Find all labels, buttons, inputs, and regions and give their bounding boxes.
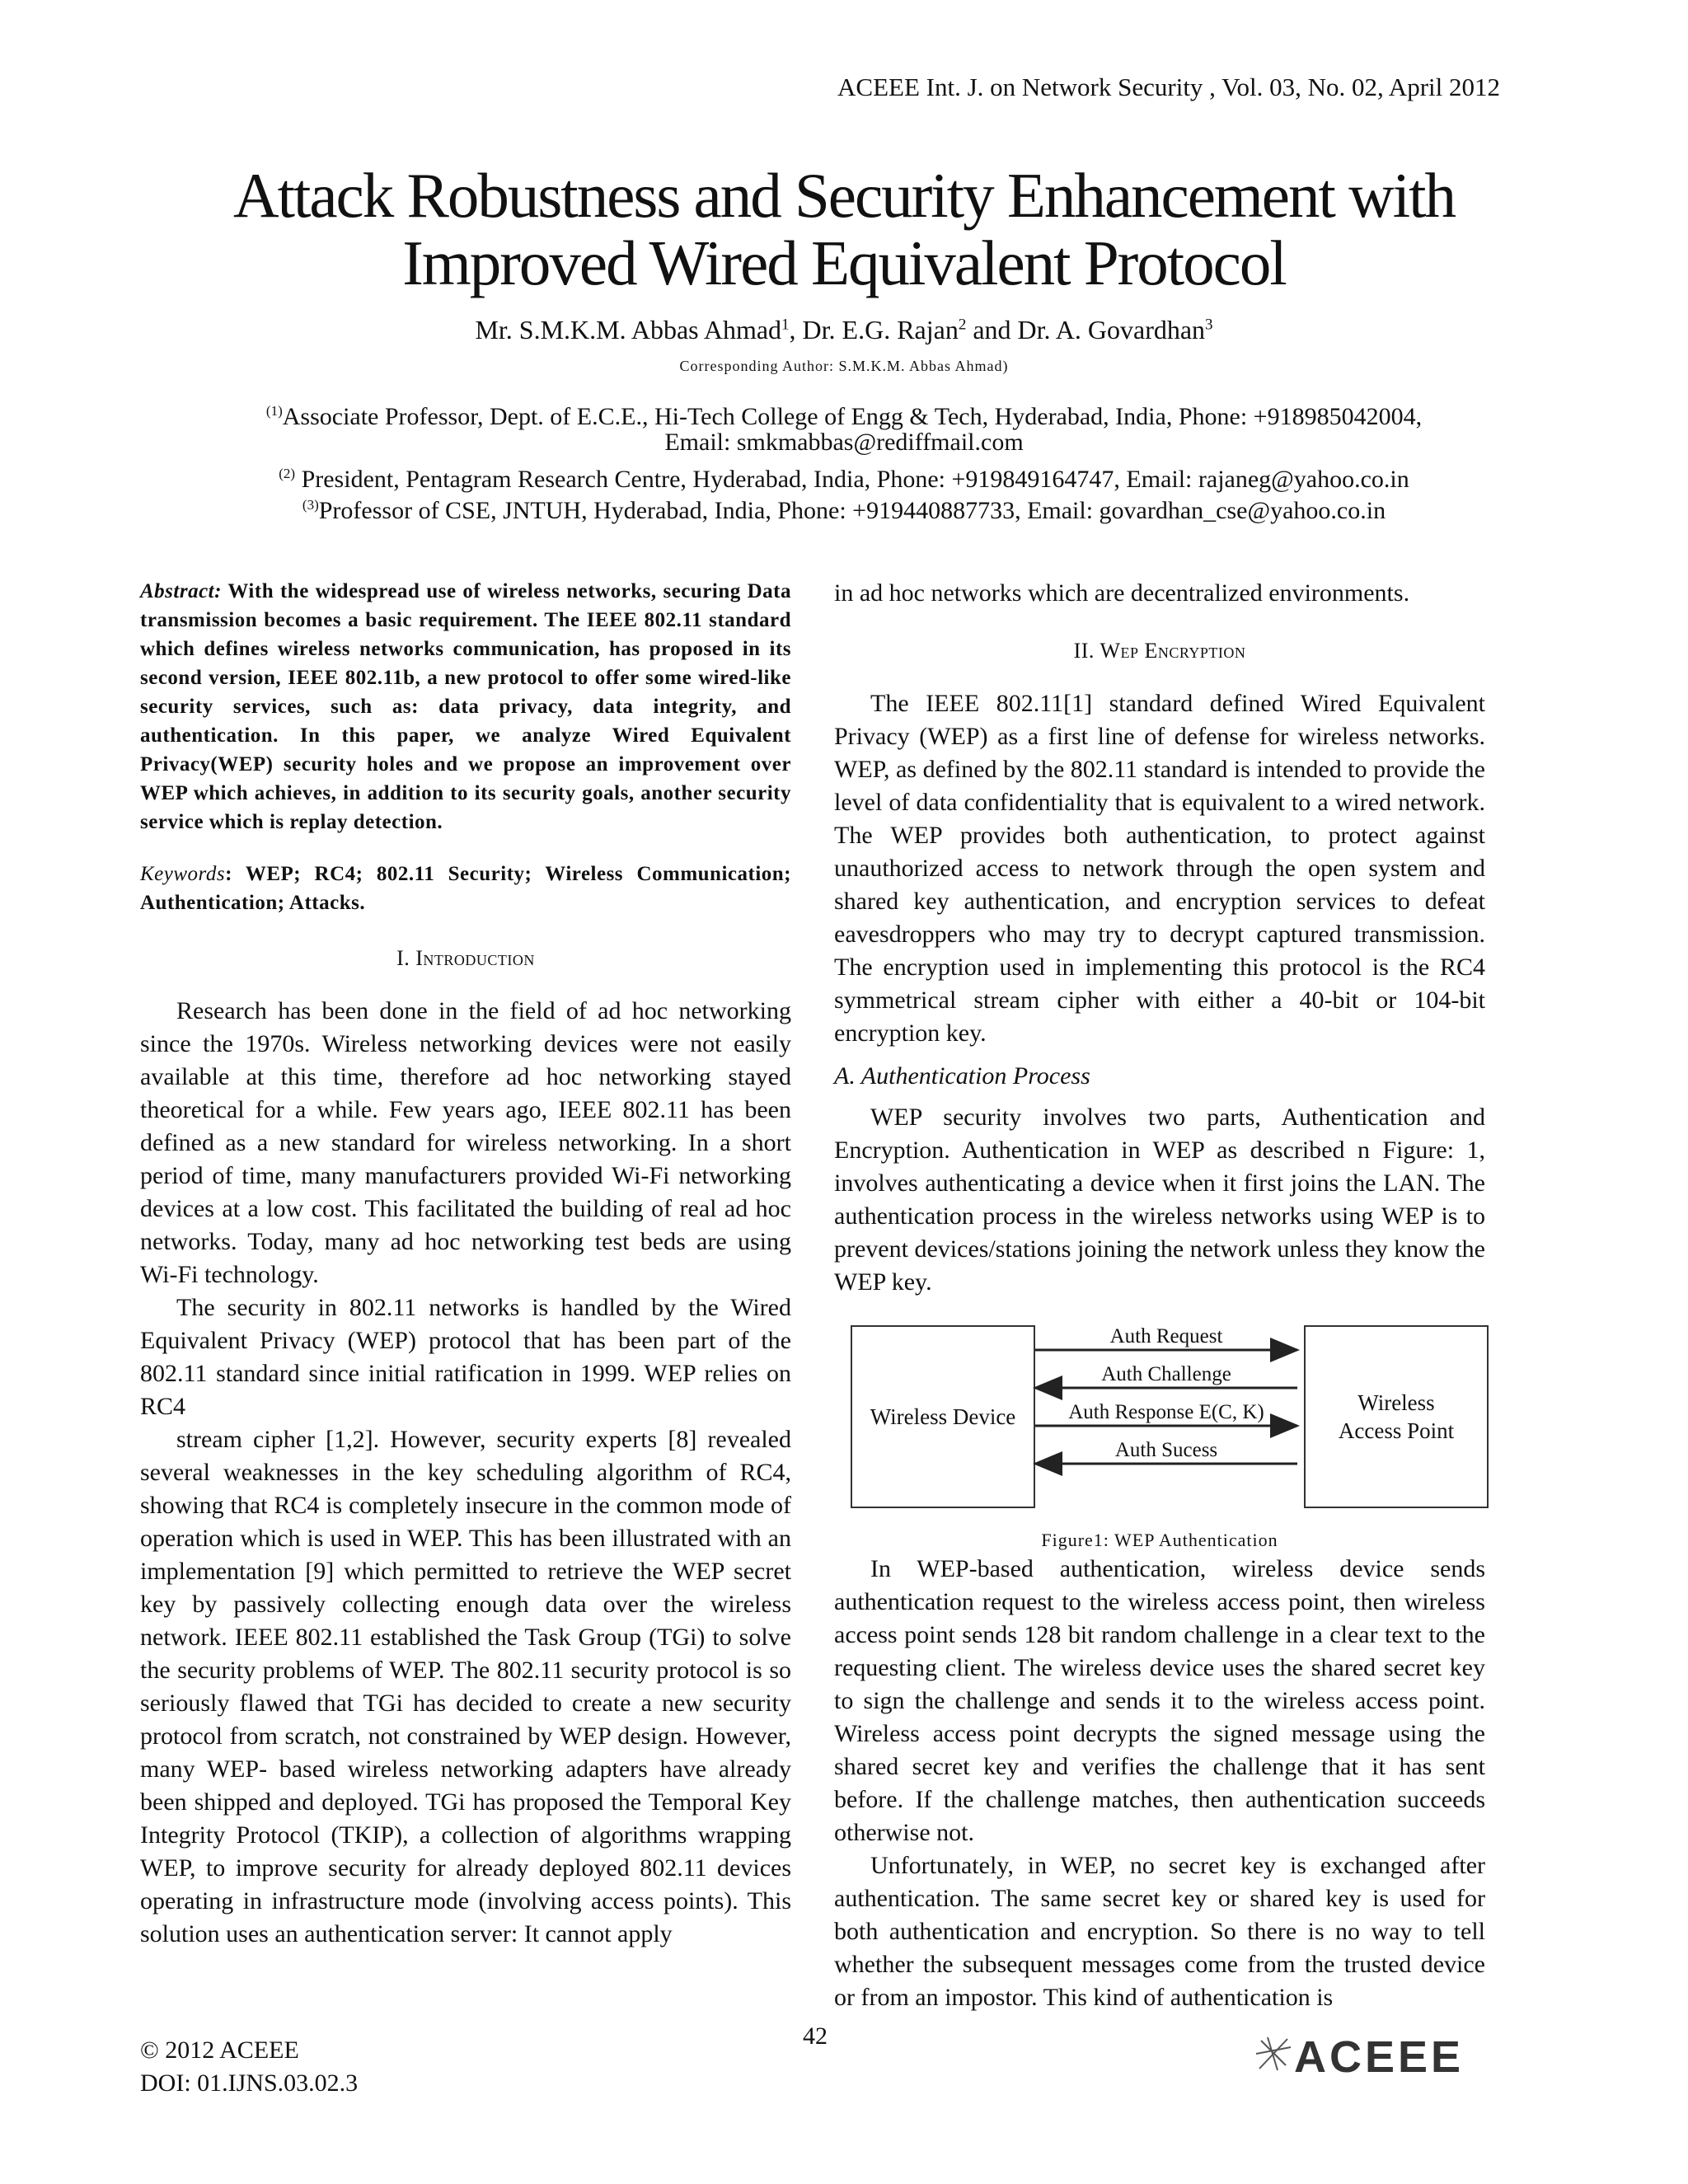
author-list [0,315,1688,345]
paragraph: Research has been done in the field of ad hoc networking since the 1970s. Wireless networking devices were not easily available at this time, therefore ad hoc networking stayed theoretical for a while. Few years ago, IEEE 802.11 has been defined as a new standard for wireless networking. In a short period of time, many manufacturers provided Wi-Fi networking devices at a low cost. This facilitated the building of real ad hoc networks. Today, many ad hoc networking test beds are using Wi-Fi technology. [140,997,791,1288]
svg-text:ACEEE: ACEEE [1294,2032,1465,2079]
title-line-1: Attack Robustness and Security Enhancement with [232,160,1456,231]
author-sep: and [966,315,1018,344]
left-column [140,577,791,1951]
access-point-label-line-1: Wireless [1357,1390,1435,1415]
arrow-label: Auth Response E(C, K) [1068,1401,1264,1423]
affiliation-1-email: Email: smkmabbas@rediffmail.com [664,429,1024,456]
wireless-device-label: Wireless Device [870,1404,1016,1429]
affiliation-text: President, Pentagram Research Centre, Hyderabad, India, Phone: +919849164747, Email: rajaneg@yahoo.co.in [295,466,1409,493]
access-point-label-line-2: Access Point [1338,1418,1455,1443]
figure-wep-authentication [834,1317,1485,1523]
paragraph: In WEP-based authentication, wireless device sends authentication request to the wireless access point, then wireless access point sends 128 bit random challenge in a clear text to the requesting client. The wireless device uses the shared secret key to sign the challenge and sends it to the wireless access point. Wireless access point decrypts the signed message using the shared secret key and verifies the challenge that it has sent before. If the challenge matches, then authentication succeeds otherwise not. [834,1555,1485,1846]
figure-caption: Figure1: WEP Authentication [1041,1530,1278,1550]
abstract-text: With the widespread use of wireless networks, securing Data transmission becomes a basic requirement. The IEEE 802.11 standard which defines wireless networks communication, has proposed in its second version, IEEE 802.11b, a new protocol to offer some wired-like security services, such as: data privacy, data integrity, and authentication. In this paper, we analyze Wired Equivalent Privacy(WEP) security holes and we propose an improvement over WEP which achieves, in addition to its security goals, another security service which is replay detection. [140,580,791,833]
paragraph: stream cipher [1,2]. However, security experts [8] revealed several weaknesses in the key scheduling algorithm of RC4, showing that RC4 is completely insecure in the common mode of operation which is used in WEP. This has been illustrated with an implementation [9] which permitted to retrieve the WEP secret key by passively collecting enough data over the wireless network. IEEE 802.11 established the Task Group (TGi) to solve the security problems of WEP. The 802.11 security protocol is so seriously flawed that TGi has decided to create a new security protocol from scratch, not constrained by WEP design. However, many WEP- based wireless networking adapters have already been shipped and deployed. TGi has proposed the Temporal Key Integrity Protocol (TKIP), a collection of algorithms wrapping WEP, to improve security for already deployed 802.11 devices operating in infrastructure mode (involving access points). This solution uses an authentication server: It cannot apply [140,1426,791,1947]
author-1: Mr. S.M.K.M. Abbas Ahmad [475,315,782,344]
arrow-label: Auth Challenge [1101,1363,1231,1385]
section-heading-introduction: I. Introduction [396,946,535,970]
aceee-logo [1253,2029,1492,2079]
paragraph: WEP security involves two parts, Authentication and Encryption. Authentication in WEP as described n Figure: 1, involves authenticating a device when it first joins the LAN. The authentication process in the wireless networks using WEP is to prevent devices/stations joining the network unless they know the WEP key. [834,1104,1485,1296]
affiliation-mark: (2) [279,466,296,481]
corresponding-author: Corresponding Author: S.M.K.M. Abbas Ahmad) [679,358,1009,374]
arrow-label: Auth Request [1109,1325,1223,1347]
copyright: © 2012 ACEEE [140,2036,299,2064]
author-3-mark: 3 [1205,316,1213,334]
affiliation-mark: (1) [265,403,283,419]
paragraph: The IEEE 802.11[1] standard defined Wired Equivalent Privacy (WEP) as a first line of defense for wireless networks. WEP, as defined by the 802.11 standard is intended to provide the level of data confidentiality that is equivalent to a wired network. The WEP provides both authentication, to protect against unauthorized access to network through the open system and shared key authentication, and encryption services to defeat eavesdroppers who may try to decrypt captured transmission. The encryption used in implementing this protocol is the RC4 symmetrical stream cipher with either a 40-bit or 104-bit encryption key. [834,690,1485,1047]
abstract [140,577,791,837]
author-1-mark: 1 [781,316,790,334]
affiliation-text: Professor of CSE, JNTUH, Hyderabad, India, Phone: +919440887733, Email: govardhan_cse@yahoo.co.in [318,497,1386,524]
footer-left [140,2034,358,2100]
author-3: Dr. A. Govardhan [1017,315,1206,344]
author-2: Dr. E.G. Rajan [802,315,959,344]
title-line-2: Improved Wired Equivalent Protocol [402,227,1286,298]
keywords [140,860,791,917]
affiliation-text: Associate Professor, Dept. of E.C.E., Hi-Tech College of Engg & Tech, Hyderabad, India, Phone: +918985042004, [282,403,1423,430]
abstract-label: Abstract: [140,580,222,602]
author-2-mark: 2 [958,316,967,334]
arrow-label: Auth Sucess [1114,1439,1218,1461]
paragraph-continuation: in ad hoc networks which are decentralized environments. [834,579,1410,607]
keywords-text: : WEP; RC4; 802.11 Security; Wireless Communication; Authentication; Attacks. [140,863,791,914]
paper-title [0,162,1688,297]
aceee-logo-icon [1253,2029,1492,2079]
affiliation-mark: (3) [302,497,319,513]
keywords-label: Keywords [140,863,226,885]
paragraph: Unfortunately, in WEP, no secret key is exchanged after authentication. The same secret key or shared key is used for both authentication and encryption. So there is no way to tell whether the subsequent messages come from the trusted device or from an impostor. This kind of authentication is [834,1852,1485,2011]
running-header: ACEEE Int. J. on Network Security , Vol. 03, No. 02, April 2012 [837,73,1500,101]
right-column [834,577,1485,2014]
page-number: 42 [803,2022,828,2050]
section-heading-wep-encryption: II. Wep Encryption [1073,639,1246,663]
author-sep: , [789,315,803,344]
paragraph: The security in 802.11 networks is handled by the Wired Equivalent Privacy (WEP) protocol that has been part of the 802.11 standard since initial ratification in 1999. WEP relies on RC4 [140,1294,791,1420]
subsection-heading-authentication: A. Authentication Process [834,1062,1090,1090]
affiliation-3 [0,490,1688,527]
doi: DOI: 01.IJNS.03.02.3 [140,2069,359,2097]
